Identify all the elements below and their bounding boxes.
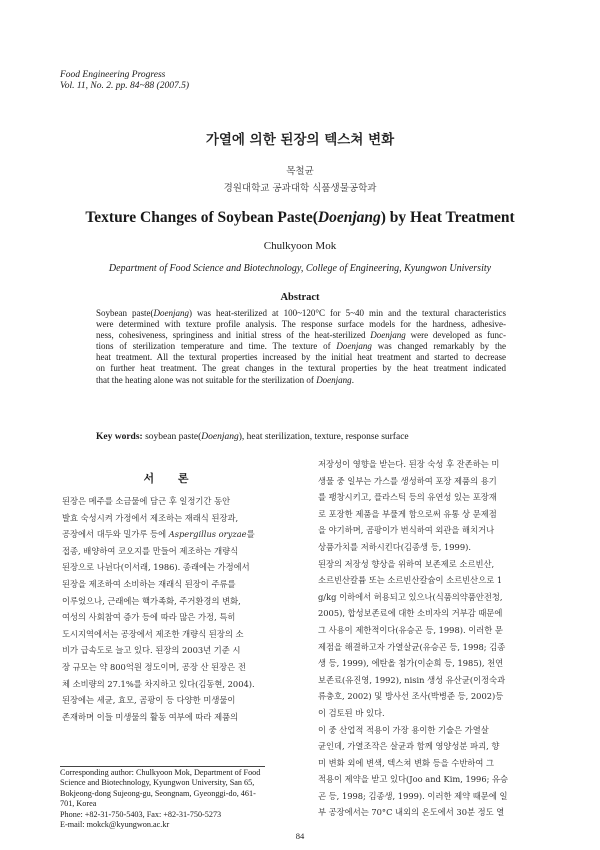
- abstract-line: Soybean paste(Doenjang) was heat-sterilized at 100~120°C for 5~40 min and the textural characteristics: [96, 308, 507, 318]
- body-text-line: 을 야기하며, 곰팡이가 번식하여 외관을 해치거나: [318, 525, 495, 536]
- body-text-line: 2005), 합성보존료에 대한 소비자의 거부감 때문에: [318, 608, 503, 619]
- keywords-text: soybean paste(Doenjang), heat sterilization, texture, response surface: [145, 432, 409, 442]
- body-text-line: 접종, 배양하여 코오지를 만들어 제조하는 개량식: [62, 545, 239, 556]
- body-text-line: 미 변화 외에 변색, 텍스쳐 변화 등을 수반하여 그: [318, 757, 495, 768]
- body-text-line: 여성의 사회참여 증가 등에 따라 많은 가정, 특히: [62, 612, 236, 623]
- body-text-line: 곤 등, 1998; 김종생, 1999). 이러한 제약 때문에 일: [318, 790, 508, 801]
- abstract-line: ness, cohesiveness, springiness and initial stress of the heat-sterilized Doenjang were developed as func-: [96, 330, 506, 341]
- body-text-line: 발효 숙성시켜 가정에서 제조하는 재래식 된장과,: [62, 512, 239, 523]
- body-text-line: g/kg 이하에서 허용되고 있으나(식품의약품안전청,: [318, 591, 503, 602]
- body-text-line: 공장에서 대두와 밀가루 등에 Aspergillus oryzae를: [62, 529, 255, 540]
- body-text-line: 제점을 해결하고자 가열살균(유승곤 등, 1998; 김종: [318, 641, 506, 652]
- abstract-body: [96, 308, 506, 386]
- author-korean: 목철균: [286, 166, 314, 177]
- journal-name: Food Engineering Progress: [60, 70, 166, 80]
- body-text-line: 그 사용이 제한적이다(유승곤 등, 1998). 이러한 문: [318, 624, 503, 635]
- body-text-line: 적용이 제약을 받고 있다(Joo and Kim, 1996; 유승: [318, 774, 509, 785]
- body-text-line: 된장에는 세균, 효모, 곰팡이 등 다양한 미생물이: [62, 695, 236, 706]
- journal-header: [60, 70, 189, 92]
- body-text-line: 된장을 제조하여 소비하는 재래식 된장이 주류를: [62, 578, 236, 589]
- body-text-line: 소르빈산칼륨 또는 소르빈산칼슘이 소르빈산으로 1: [318, 575, 503, 586]
- footnote-line: 701, Korea: [60, 799, 97, 809]
- title-korean: 가열에 의한 된장의 텍스쳐 변화: [205, 132, 395, 148]
- footnote-line: Science and Biotechnology, Kyungwon University, San 65,: [60, 778, 255, 788]
- footnote-line: Bokjeong-dong Sujeong-gu, Seongnam, Gyeonggi-do, 461-: [60, 788, 256, 798]
- body-text-line: 된장의 저장성 향상을 위하여 보존제로 소르빈산,: [318, 558, 495, 569]
- author-english: Chulkyoon Mok: [263, 240, 337, 252]
- abstract-line: that the heating alone was not suitable for the sterilization of Doenjang.: [96, 374, 354, 385]
- body-text-line: 부 공장에서는 70°C 내외의 온도에서 30분 정도 열: [318, 807, 505, 818]
- body-column-left: [62, 493, 280, 725]
- affiliation-korean: 경원대학교 공과대학 식품생물공학과: [223, 183, 377, 194]
- body-text-line: 이루었으나, 근래에는 핵가족화, 주거환경의 변화,: [62, 595, 241, 606]
- body-text-line: 상품가치를 저하시킨다(김종생 등, 1999).: [318, 541, 471, 552]
- body-text-line: 이 중 산업적 적용이 가장 용이한 기술은 가열살: [318, 724, 489, 735]
- title-english: Texture Changes of Soybean Paste(Doenjang) by Heat Treatment: [85, 209, 515, 226]
- body-text-line: 를 팽창시키고, 플라스틱 등의 유연성 있는 포장재: [318, 492, 497, 503]
- affiliation-english: Department of Food Science and Biotechnology, College of Engineering, Kyungwon University: [108, 263, 492, 274]
- footnote-line: Phone: +82-31-750-5403, Fax: +82-31-750-5273: [60, 809, 222, 819]
- abstract-line: on further heat treatment. The great changes in the textural properties by the heat treatment indicated: [96, 363, 506, 374]
- body-text-line: 저장성이 영향을 받는다. 된장 숙성 후 잔존하는 미: [318, 459, 500, 469]
- body-text-line: 도시지역에서는 공장에서 제조한 개량식 된장의 소: [62, 628, 244, 639]
- body-text-line: 생물 중 일부는 가스를 생성하여 포장 제품의 용기: [318, 475, 497, 486]
- journal-volume: Vol. 11, No. 2. pp. 84~88 (2007.5): [60, 81, 189, 91]
- body-text-line: 균인데, 가열조작은 살균과 함께 영양성분 파괴, 향: [318, 741, 500, 752]
- keywords-label: Key words:: [96, 432, 143, 442]
- body-text-line: 장 규모는 약 800억원 정도이며, 공장 산 된장은 전: [62, 661, 246, 672]
- body-text-line: 로 포장한 제품을 부풀게 함으로써 유통 상 문제점: [318, 508, 497, 519]
- abstract-line: were determined with texture profile analysis. The response surface models for the hardness, adhesive-: [96, 319, 506, 330]
- body-text-line: 비가 급속도로 늘고 있다. 된장의 2003년 기준 시: [62, 645, 241, 656]
- body-text-line: 된장은 메주를 소금물에 담근 후 일정기간 동안: [62, 496, 231, 506]
- keywords: [96, 432, 516, 442]
- footnote-line: Corresponding author: Chulkyoon Mok, Department of Food: [60, 768, 261, 777]
- abstract-line: heat treatment. All the textural properties increased by the initial heat treatment and started to decrease: [96, 352, 506, 363]
- footnote-corresponding-author: [60, 768, 292, 830]
- body-text-line: 보존료(유진영, 1992), nisin 생성 유산균(이정숙과: [318, 674, 506, 685]
- body-text-line: 된장으로 나뉜다(이서래, 1986). 종래에는 가정에서: [62, 562, 250, 573]
- abstract-heading: Abstract: [280, 292, 320, 303]
- abstract-line: tions of sterilization temperature and time. The texture of Doenjang was changed remarkably by the: [96, 341, 506, 352]
- footnote-line: E-mail: mokck@kyungwon.ac.kr: [60, 820, 170, 830]
- body-column-right: [318, 456, 536, 821]
- page-number: 84: [295, 831, 305, 841]
- section-heading-introduction: 서 론: [143, 472, 199, 485]
- body-text-line: 존재하며 이들 미생물의 활동 여부에 따라 제품의: [62, 711, 239, 722]
- body-text-line: 체 소비량의 27.1%를 차지하고 있다(김동현, 2004).: [62, 678, 255, 689]
- body-text-line: 생 등, 1999), 에탄올 첨가(이순희 등, 1985), 천연: [318, 658, 504, 669]
- body-text-line: 류충호, 2002) 및 방사선 조사(박병준 등, 2002)등: [318, 691, 504, 702]
- body-text-line: 이 검토된 바 있다.: [318, 707, 385, 718]
- footnote-divider: [60, 766, 265, 767]
